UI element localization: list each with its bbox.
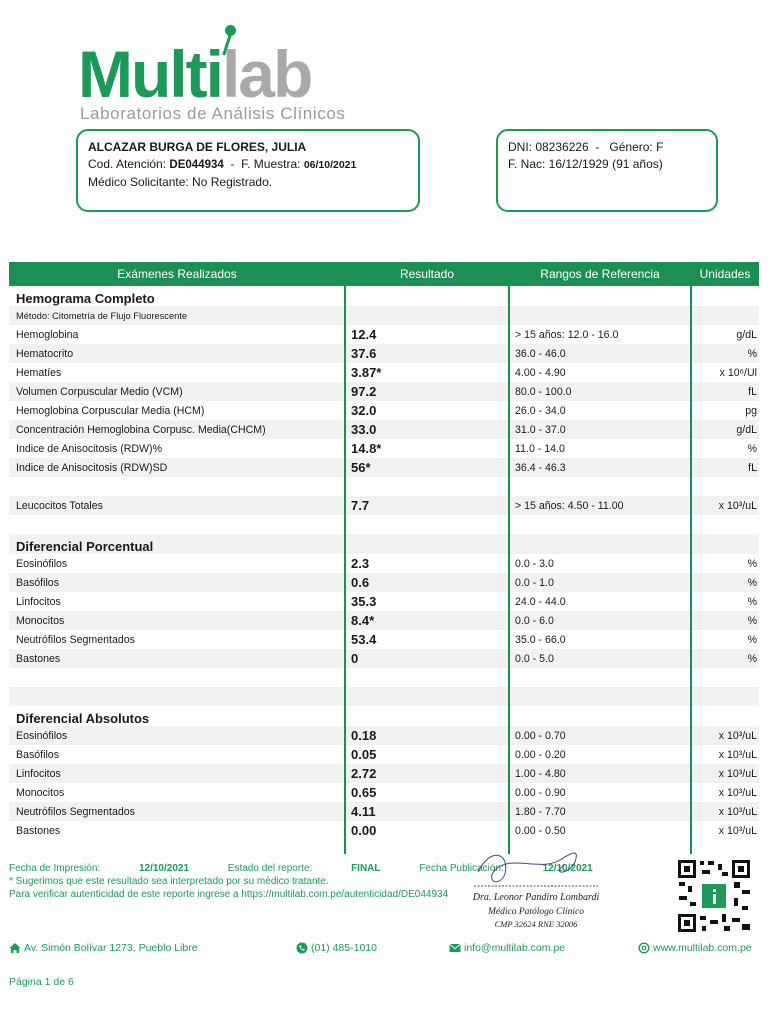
exam-name: Monocitos	[16, 786, 65, 799]
attention-line: Cod. Atención: DE044934 - F. Muestra: 06/10/2021	[88, 157, 357, 171]
table-row	[9, 821, 759, 840]
signature-title: Médico Patólogo Clínico	[487, 907, 585, 917]
patient-gender: Género: F	[609, 140, 664, 154]
reference-range: 1.80 - 7.70	[515, 805, 566, 818]
table-row	[9, 401, 759, 420]
result-value: 4.11	[351, 804, 376, 819]
signature-registration: CMP 32624 RNE 32006	[494, 919, 578, 929]
result-value: 2.72	[351, 766, 377, 781]
exam-name: Eosinófilos	[16, 557, 68, 570]
reference-range: 11.0 - 14.0	[515, 442, 565, 455]
unit: x 10⁶/Ul	[719, 366, 757, 379]
unit: %	[747, 576, 757, 589]
contact-email[interactable]: info@multilab.com.pe	[449, 942, 565, 954]
result-value: 3.87*	[351, 365, 382, 380]
page-number: Página 1 de 6	[9, 976, 74, 988]
unit: x 10³/uL	[718, 729, 757, 742]
requesting-doctor: Médico Solicitante: No Registrado.	[88, 175, 273, 189]
contact-phone: (01) 485-1010	[296, 942, 377, 954]
dni-gender-line: DNI: 08236226 - Género: F	[508, 140, 664, 154]
exam-name: Diferencial Absolutos	[16, 710, 150, 726]
result-value: 0.65	[351, 785, 377, 800]
result-value: 35.3	[351, 594, 377, 609]
exam-name: Hematíes	[16, 366, 62, 379]
patient-id-box	[496, 129, 718, 212]
table-row	[9, 439, 759, 458]
reference-range: 24.0 - 44.0	[515, 595, 566, 608]
publication-date: 12/10/2021	[542, 863, 593, 874]
spacer-row	[9, 515, 759, 534]
exam-name: Eosinófilos	[16, 729, 68, 742]
reference-range: 1.00 - 4.80	[515, 767, 566, 780]
reference-range: 0.00 - 0.90	[515, 786, 566, 799]
table-header	[9, 262, 759, 286]
interpretation-note: * Sugerimos que este resultado sea interpretado por su médico tratante.	[9, 876, 329, 887]
results-table	[9, 262, 759, 840]
header-exams: Exámenes Realizados	[117, 267, 237, 281]
reference-range: 0.00 - 0.70	[515, 729, 566, 742]
exam-name: Hematocrito	[16, 347, 74, 360]
result-value: 0.18	[351, 728, 377, 743]
table-row	[9, 458, 759, 477]
patient-dni: DNI: 08236226	[508, 140, 589, 154]
reference-range: 0.00 - 0.20	[515, 748, 566, 761]
contact-address: Av. Simón Bolívar 1273, Pueblo Libre	[9, 942, 198, 954]
result-value: 0.6	[351, 575, 370, 590]
exam-name: Hemoglobina	[16, 328, 79, 341]
exam-name: Linfocitos	[16, 767, 61, 780]
reference-range: 31.0 - 37.0	[515, 423, 566, 436]
table-row	[9, 611, 759, 630]
exam-name: Basófilos	[16, 576, 59, 589]
table-row	[9, 573, 759, 592]
result-value: 32.0	[351, 403, 377, 418]
reference-range: 36.4 - 46.3	[515, 461, 566, 474]
exam-name: Diferencial Porcentual	[16, 538, 154, 554]
result-value: 2.3	[351, 556, 370, 571]
unit: x 10³/uL	[718, 499, 757, 512]
exam-name: Bastones	[16, 824, 61, 837]
spacer-row	[9, 668, 759, 687]
result-value: 97.2	[351, 384, 377, 399]
unit: %	[747, 614, 757, 627]
section-heading	[9, 286, 759, 306]
section-heading	[9, 706, 759, 726]
at-icon	[638, 942, 650, 954]
result-value: 53.4	[351, 632, 377, 647]
exam-name: Hemograma Completo	[16, 290, 155, 306]
reference-range: 4.00 - 4.90	[515, 366, 566, 379]
table-row	[9, 363, 759, 382]
multilab-logo	[78, 24, 348, 124]
unit: g/dL	[736, 423, 757, 436]
exam-name: Leucocitos Totales	[16, 499, 103, 512]
print-date: 12/10/2021	[138, 863, 190, 874]
exam-name: Bastones	[16, 652, 61, 665]
exam-name: Neutrófilos Segmentados	[16, 633, 135, 646]
reference-range: > 15 años: 4.50 - 11.00	[515, 499, 624, 512]
exam-name: Hemoglobina Corpuscular Media (HCM)	[16, 404, 205, 417]
unit: g/dL	[736, 328, 757, 341]
qr-code-icon	[676, 858, 752, 934]
exam-name: Volumen Corpuscular Medio (VCM)	[16, 385, 183, 398]
reference-range: > 15 años: 12.0 - 16.0	[515, 328, 619, 341]
exam-name: Método: Citometría de Flujo Fluorescente	[16, 310, 188, 321]
exam-name: Concentración Hemoglobina Corpusc. Media(CHCM)	[16, 423, 266, 436]
result-value: 56*	[351, 460, 371, 475]
exam-name: Linfocitos	[16, 595, 61, 608]
result-value: 12.4	[351, 327, 377, 342]
unit: x 10³/uL	[718, 824, 757, 837]
table-row	[9, 420, 759, 439]
table-row	[9, 325, 759, 344]
reference-range: 36.0 - 46.0	[515, 347, 566, 360]
patient-info-box	[76, 129, 420, 212]
reference-range: 0.0 - 3.0	[515, 557, 554, 570]
result-value: 33.0	[351, 422, 377, 437]
unit: fL	[748, 385, 757, 398]
table-row	[9, 745, 759, 764]
reference-range: 0.00 - 0.50	[515, 824, 566, 837]
attention-code: DE044934	[169, 159, 224, 171]
table-row	[9, 783, 759, 802]
result-value: 14.8*	[351, 441, 382, 456]
signature-name: Dra. Leonor Pandiro Lombardi	[472, 892, 600, 903]
result-value: 37.6	[351, 346, 377, 361]
reference-range: 35.0 - 66.0	[515, 633, 566, 646]
header-units: Unidades	[699, 267, 751, 281]
table-row	[9, 344, 759, 363]
table-row	[9, 802, 759, 821]
unit: %	[747, 557, 757, 570]
reference-range: 0.0 - 6.0	[515, 614, 554, 627]
unit: %	[747, 633, 757, 646]
exam-name: Basófilos	[16, 748, 59, 761]
sample-date: 06/10/2021	[303, 159, 357, 171]
unit: %	[747, 347, 757, 360]
verify-link[interactable]: Para verificar autenticidad de este reporte ingrese a https://multilab.com.pe/autenticidad/DE044934	[9, 889, 449, 900]
exam-name: Indice de Anisocitosis (RDW)%	[16, 442, 163, 455]
table-body	[9, 286, 759, 840]
table-row	[9, 726, 759, 745]
mail-icon	[449, 942, 461, 954]
home-icon	[9, 942, 21, 954]
unit: %	[747, 442, 757, 455]
reference-range: 0.0 - 1.0	[515, 576, 554, 589]
section-heading	[9, 534, 759, 554]
reference-range: 0.0 - 5.0	[515, 652, 554, 665]
exam-name: Monocitos	[16, 614, 65, 627]
table-row	[9, 630, 759, 649]
report-footer: Fecha de Impresión: 12/10/2021 Estado del reporte: FINAL Fecha Publicación: 12/10/2021 * Sugerimos que este resultado sea interpretado por su médico tratante. Para verificar autenticidad de este reporte ingrese a https://multilab.com.pe/autenticidad/DE044934	[9, 862, 629, 901]
result-value: 7.7	[351, 498, 370, 513]
unit: x 10³/uL	[718, 786, 757, 799]
result-value: 0	[351, 651, 359, 666]
unit: %	[747, 595, 757, 608]
exam-name: Indice de Anisocitosis (RDW)SD	[16, 461, 168, 474]
phone-icon	[296, 942, 308, 954]
table-row	[9, 496, 759, 515]
logo-subtitle: Laboratorios de Análisis Clínicos	[80, 104, 346, 123]
doctor-signature	[470, 842, 605, 934]
patient-name: ALCAZAR BURGA DE FLORES, JULIA	[88, 140, 307, 154]
logo-wordmark: Multilab	[78, 37, 312, 111]
unit: pg	[745, 404, 757, 417]
unit: x 10³/uL	[718, 805, 757, 818]
result-value: 8.4*	[351, 613, 375, 628]
patient-birth: F. Nac: 16/12/1929 (91 años)	[508, 157, 663, 171]
method-row	[9, 306, 759, 325]
table-row	[9, 382, 759, 401]
unit: x 10³/uL	[718, 748, 757, 761]
spacer-row	[9, 687, 759, 706]
table-row	[9, 764, 759, 783]
exam-name: Neutrófilos Segmentados	[16, 805, 135, 818]
unit: fL	[748, 461, 757, 474]
contact-web[interactable]: www.multilab.com.pe	[638, 942, 752, 954]
reference-range: 80.0 - 100.0	[515, 385, 572, 398]
spacer-row	[9, 477, 759, 496]
table-row	[9, 554, 759, 573]
table-row	[9, 649, 759, 668]
unit: x 10³/uL	[718, 767, 757, 780]
header-result: Resultado	[399, 267, 455, 281]
report-status: FINAL	[351, 863, 381, 874]
result-value: 0.05	[351, 747, 377, 762]
result-value: 0.00	[351, 823, 377, 838]
reference-range: 26.0 - 34.0	[515, 404, 566, 417]
unit: %	[747, 652, 757, 665]
header-range: Rangos de Referencia	[540, 267, 660, 281]
table-row	[9, 592, 759, 611]
